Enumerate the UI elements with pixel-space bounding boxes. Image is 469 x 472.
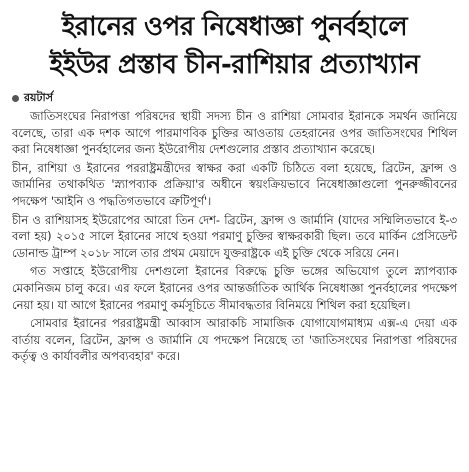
headline (0, 0, 469, 84)
paragraph-3: চীন ও রাশিয়াসহ ইউরোপের আরো তিন দেশ- ব্রিটেন, ফ্রান্স ও জার্মানি (যাদের সম্মিলিতভাবে ই-৩ বলা হয়) ২০১৫ সালে ইরানের সাথে হওয়া পরমাণু চুক্তির স্বাক্ষরকারী ছিল। তবে মার্কিন প্রেসিডেন্ট ডোনাল্ড ট্রাম্প ২০১৮ সালে তার প্রথম মেয়াদে যুক্তরাষ্ট্রকে এই চুক্তি থেকে সরিয়ে নেন। (12, 212, 457, 260)
paragraph-2: চীন, রাশিয়া ও ইরানের পররাষ্ট্রমন্ত্রীদের স্বাক্ষর করা একটি চিঠিতে বলা হয়েছে, ব্রিটেন, ফ্রান্স ও জার্মানির তথাকথিত 'স্ন্যাপব্যাক প্রক্রিয়া'র অধীনে স্বয়ংক্রিয়ভাবে নিষেধাজ্ঞাগুলো পুনরুজ্জীবনের পদক্ষেপ 'আইনি ও পদ্ধতিগতভাবে ত্রুটিপূর্ণ'। (12, 160, 457, 208)
bullet-icon (12, 95, 19, 102)
paragraph-1: জাতিসংঘের নিরাপত্তা পরিষদের স্থায়ী সদস্য চীন ও রাশিয়া সোমবার ইরানকে সমর্থন জানিয়ে বলেছে, তারা এক দশক আগে পারমাণবিক চুক্তির আওতায় তেহরানের ওপর জাতিসংঘের শিথিল করা নিষেধাজ্ঞা পুনর্বহালের জন্য ইউরোপীয় দেশগুলোর প্রস্তাব প্রত্যাখ্যান করেছে। (12, 109, 457, 157)
paragraph-5: সোমবার ইরানের পররাষ্ট্রমন্ত্রী আব্বাস আরাকচি সামাজিক যোগাযোগমাধ্যম এক্স-এ দেয়া এক বার্তায় বলেন, ব্রিটেন, ফ্রান্স ও জার্মানি যে পদক্ষেপ নিয়েছে তা 'জাতিসংঘের নিরাপত্তা পরিষদের কর্তৃত্ব ও কার্যাবলীর অপব্যবহার' করে। (12, 316, 457, 364)
headline-line-2: ইইউর প্রস্তাব চীন-রাশিয়ার প্রত্যাখ্যান (49, 50, 420, 80)
paragraph-4: গত সপ্তাহে ইউরোপীয় দেশগুলো ইরানের বিরুদ্ধে চুক্তি ভঙ্গের অভিযোগ তুলে স্ন্যাপব্যাক মেকানিজম চালু করে। এর ফলে ইরানের ওপর আন্তর্জাতিক আর্থিক নিষেধাজ্ঞা পুনর্বহালের পদক্ষেপ নেয়া হয়। যা আগে ইরানের পরমাণু কর্মসূচিতে সীমাবদ্ধতার বিনিময়ে শিথিল করা হয়েছিল। (12, 264, 457, 312)
source-label: রয়টার্স (24, 91, 53, 104)
article-body (0, 108, 469, 365)
headline-line-1: ইরানের ওপর নিষেধাজ্ঞা পুনর্বহালে (61, 12, 408, 42)
source-byline (12, 90, 469, 106)
